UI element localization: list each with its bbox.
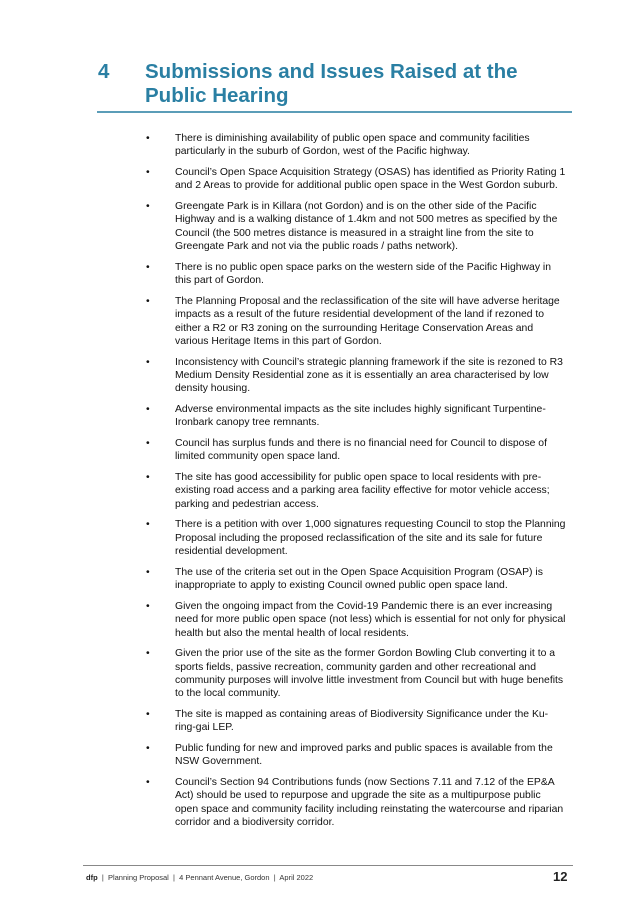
bullet-icon: • <box>146 566 150 578</box>
list-item-text: There is no public open space parks on the western side of the Pacific Highway in this part of Gordon. <box>175 261 552 287</box>
list-item-text: There is a petition with over 1,000 signatures requesting Council to stop the Planning Proposal including the proposed reclassification of the site and its sale for future residential development. <box>175 519 566 558</box>
list-item-text: Inconsistency with Council’s strategic planning framework if the site is rezoned to R3 Medium Density Residential zone as it is essentially an area characterised by low density housing. <box>175 356 563 395</box>
list-item <box>146 518 566 558</box>
footer <box>86 873 313 882</box>
bullet-icon: • <box>146 438 150 450</box>
list-item <box>146 295 566 349</box>
list-item-text: Greengate Park is in Killara (not Gordon) and is on the other side of the Pacific Highway and is a walking distance of 1.4km and not 500 metres as specified by the Council (the 500 metres distance is measured in a straight line from the site to Greengate Park and not via the public roads / paths network). <box>175 201 558 253</box>
bullet-icon: • <box>146 356 150 368</box>
bullet-icon: • <box>146 261 150 273</box>
footer-brand: dfp <box>86 873 98 882</box>
list-item <box>146 403 566 430</box>
list-item-text: The site is mapped as containing areas of Biodiversity Significance under the Ku-ring-gai LEP. <box>175 709 549 734</box>
footer-address: 4 Pennant Avenue, Gordon <box>179 873 270 882</box>
bullet-icon: • <box>146 777 150 789</box>
bullet-icon: • <box>146 600 150 612</box>
footer-separator: | <box>273 873 276 882</box>
list-item <box>146 166 566 193</box>
list-item <box>146 437 566 464</box>
section-title: Submissions and Issues Raised at the Public Hearing <box>145 60 518 107</box>
list-item-text: Given the ongoing impact from the Covid-19 Pandemic there is an ever increasing need for more public open space (not less) which is essential for not only for physical health but also the mental health of local residents. <box>175 600 566 639</box>
list-item-text: The site has good accessibility for public open space to local residents with pre-existing road access and a parking area facility effective for motor vehicle access; parking and pedestrian access. <box>175 472 550 510</box>
list-item <box>146 471 566 511</box>
list-item-text: The Planning Proposal and the reclassification of the site will have adverse heritage impacts as a result of the future residential development of the land if rezoned to either a R2 or R3 zoning on the surrounding Heritage Conservation Areas and various Heritage Items in this part of Gordon. <box>175 295 560 348</box>
footer-doc: Planning Proposal <box>107 873 169 882</box>
bullet-icon: • <box>146 743 150 755</box>
bullet-icon: • <box>146 404 150 416</box>
list-item <box>146 647 566 701</box>
list-item <box>146 200 566 254</box>
list-item-text: Council’s Section 94 Contributions funds (now Sections 7.11 and 7.12 of the EP&A Act) should be used to repurpose and upgrade the site as a multipurpose public open space and community facility including reinstating the watercourse and riparian corridor and a biodiversity corridor. <box>175 777 564 829</box>
bullet-icon: • <box>146 295 150 307</box>
bullet-icon: • <box>146 519 150 531</box>
list-item-text: Given the prior use of the site as the former Gordon Bowling Club converting it to a sports fields, passive recreation, community garden and other recreational and community purposes will involve little investment from Council but with huge benefits to the local community. <box>175 648 564 700</box>
submissions-list <box>146 132 566 837</box>
footer-separator: | <box>101 873 104 882</box>
footer-separator: | <box>173 873 175 882</box>
bullet-icon: • <box>146 167 150 178</box>
heading-divider <box>97 111 572 113</box>
list-item <box>146 776 566 830</box>
list-item <box>146 356 566 396</box>
bullet-icon: • <box>146 133 150 144</box>
list-item <box>146 600 566 640</box>
bullet-icon: • <box>146 709 150 721</box>
bullet-icon: • <box>146 648 150 660</box>
page-number: 12 <box>553 869 568 884</box>
bullet-icon: • <box>146 472 150 484</box>
section-number: 4 <box>98 60 110 83</box>
list-item <box>146 742 566 769</box>
list-item <box>146 708 566 735</box>
list-item-text: There is diminishing availability of public open space and community facilities particularly in the suburb of Gordon, west of the Pacific highway. <box>175 133 530 158</box>
footer-date: April 2022 <box>279 873 314 882</box>
list-item-text: Public funding for new and improved parks and public spaces is available from the NSW Government. <box>175 743 553 768</box>
bullet-icon: • <box>146 201 150 212</box>
list-item-text: Adverse environmental impacts as the site includes highly significant Turpentine-Ironbark canopy tree remnants. <box>175 404 546 429</box>
list-item-text: Council has surplus funds and there is no financial need for Council to dispose of limited community open space land. <box>175 438 547 463</box>
list-item-text: Council’s Open Space Acquisition Strategy (OSAS) has identified as Priority Rating 1 and 2 Areas to provide for additional public open space in the West Gordon suburb. <box>175 167 566 192</box>
list-item-text: The use of the criteria set out in the Open Space Acquisition Program (OSAP) is inappropriate to apply to existing Council owned public open space land. <box>175 566 543 592</box>
list-item <box>146 261 566 288</box>
list-item <box>146 566 566 593</box>
list-item <box>146 132 566 159</box>
footer-divider <box>83 865 573 866</box>
